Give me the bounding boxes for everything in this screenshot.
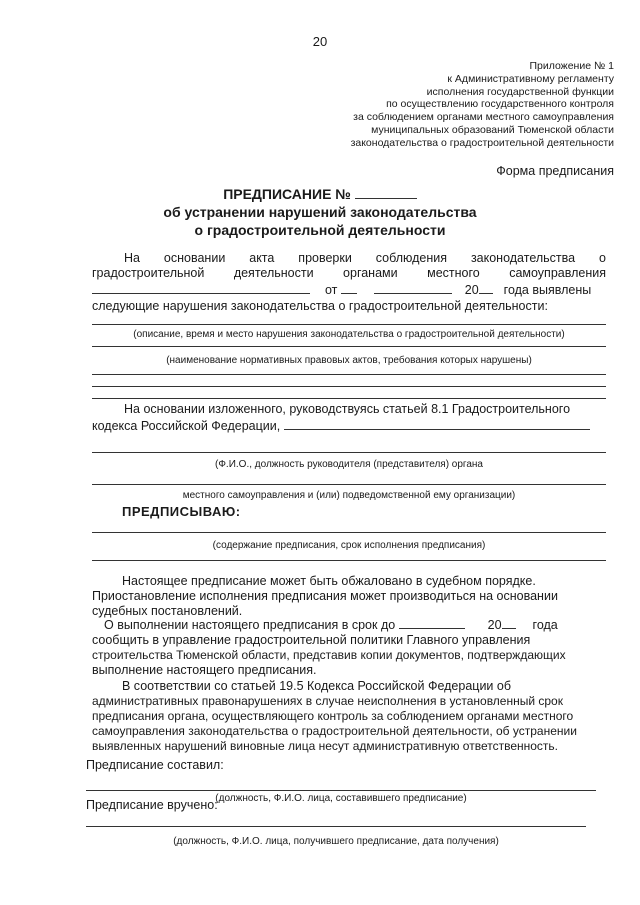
- word: градостроительной: [92, 266, 205, 280]
- official-line: [92, 452, 606, 453]
- violations-caption: (описание, время и место нарушения законодательства о градостроительной деятельности): [133, 329, 565, 340]
- acts-caption: (наименование нормативных правовых актов, требования которых нарушены): [166, 355, 532, 366]
- word: органами: [343, 266, 398, 280]
- extra-line-1: [92, 374, 606, 375]
- composer-line: [86, 790, 596, 791]
- acts-line: [92, 346, 606, 347]
- report-line-3: строительства Тюменской области, представив копии документов, подтверждающих: [92, 648, 566, 662]
- liability-line-5: выявленных нарушений виновные лица несут административную ответственность.: [92, 739, 559, 753]
- page-number: 20: [312, 34, 328, 49]
- appendix-line: законодательства о градостроительной деятельности: [350, 136, 614, 149]
- receiver-caption: (должность, Ф.И.О. лица, получившего предписание, дата получения): [173, 836, 499, 847]
- year-blank: [502, 628, 516, 629]
- composer-caption: (должность, Ф.И.О. лица, составившего предписание): [215, 793, 467, 804]
- year-word: года: [532, 618, 558, 632]
- extra-line-2: [92, 386, 606, 387]
- liability-line-1: В соответствии со статьей 19.5 Кодекса Российской Федерации об: [122, 679, 512, 693]
- word: самоуправления: [509, 266, 606, 280]
- liability-line-3: предписания органа, осуществляющего контроль за соблюдением органами местного: [92, 709, 574, 723]
- official-line-2: [92, 484, 606, 485]
- report-line-1: [104, 618, 606, 633]
- basis-row-3: [92, 283, 606, 298]
- appendix-line: Приложение № 1: [529, 60, 614, 72]
- basis-row-4: следующие нарушения законодательства о градостроительной деятельности:: [92, 299, 548, 313]
- basis-row-1: [124, 251, 606, 266]
- appendix-line: за соблюдением органами местного самоуправления: [353, 111, 614, 124]
- appeal-line-2: Приостановление исполнения предписания может производиться на основании: [92, 589, 558, 603]
- report-line-2: сообщить в управление градостроительной политики Главного управления: [92, 633, 531, 647]
- appendix-line: по осуществлению государственного контроля: [386, 98, 614, 111]
- act-blank: [92, 293, 310, 294]
- word: акта: [249, 251, 275, 265]
- order-caption: (содержание предписания, срок исполнения предписания): [212, 540, 486, 551]
- word: о: [599, 251, 606, 265]
- word: На: [124, 251, 140, 265]
- order-heading: ПРЕДПИСЫВАЮ:: [122, 504, 241, 519]
- appendix-block: [284, 60, 614, 150]
- appendix-line: к Административному регламенту: [447, 72, 614, 85]
- guided-line-1: На основании изложенного, руководствуясь статьей 8.1 Градостроительного: [124, 402, 571, 416]
- title-prescription: ПРЕДПИСАНИЕ №: [223, 186, 351, 202]
- receiver-line: [86, 826, 586, 827]
- title-subline-2: о градостроительной деятельности: [194, 222, 446, 238]
- word: основании: [163, 251, 226, 265]
- month-blank: [374, 293, 452, 294]
- day-blank: [341, 293, 357, 294]
- year-blank: [479, 293, 493, 294]
- form-label: Форма предписания: [496, 164, 614, 178]
- from-label: от: [324, 283, 338, 297]
- order-line: [92, 532, 606, 533]
- basis-tail: года выявлены: [503, 283, 592, 297]
- document-title: [0, 186, 640, 202]
- guided-line-2: [92, 419, 606, 434]
- order-line-2: [92, 560, 606, 561]
- liability-line-2: административных правонарушениях в случае неисполнения в установленный срок: [92, 694, 563, 708]
- word: законодательства: [470, 251, 576, 265]
- appeal-line-1: Настоящее предписание может быть обжаловано в судебном порядке.: [122, 574, 536, 588]
- word: соблюдения: [375, 251, 447, 265]
- guided-text: кодекса Российской Федерации,: [92, 419, 281, 433]
- year-prefix: 20: [487, 618, 502, 632]
- appendix-line: исполнения государственной функции: [426, 85, 614, 98]
- year-prefix: 20: [464, 283, 479, 297]
- deadline-blank: [399, 628, 465, 629]
- appendix-line: муниципальных образований Тюменской области: [371, 123, 614, 136]
- violations-line: [92, 324, 606, 325]
- number-blank: [355, 198, 417, 199]
- official-caption: (Ф.И.О., должность руководителя (представителя) органа: [215, 459, 483, 470]
- word: проверки: [298, 251, 352, 265]
- appeal-line-3: судебных постановлений.: [92, 604, 243, 618]
- report-line-4: выполнение настоящего предписания.: [92, 663, 317, 677]
- official-blank: [284, 429, 590, 430]
- delivered-label: Предписание вручено:: [86, 798, 218, 812]
- official-caption-2: местного самоуправления и (или) подведомственной ему организации): [182, 490, 516, 501]
- composed-label: Предписание составил:: [86, 758, 224, 772]
- word: местного: [427, 266, 480, 280]
- basis-row-2: [92, 266, 606, 281]
- liability-line-4: самоуправления законодательства о градостроительной деятельности, об устранении: [92, 724, 577, 738]
- report-text: О выполнении настоящего предписания в срок до: [104, 618, 396, 632]
- title-subline-1: об устранении нарушений законодательства: [163, 204, 477, 220]
- extra-line-3: [92, 398, 606, 399]
- word: деятельности: [233, 266, 314, 280]
